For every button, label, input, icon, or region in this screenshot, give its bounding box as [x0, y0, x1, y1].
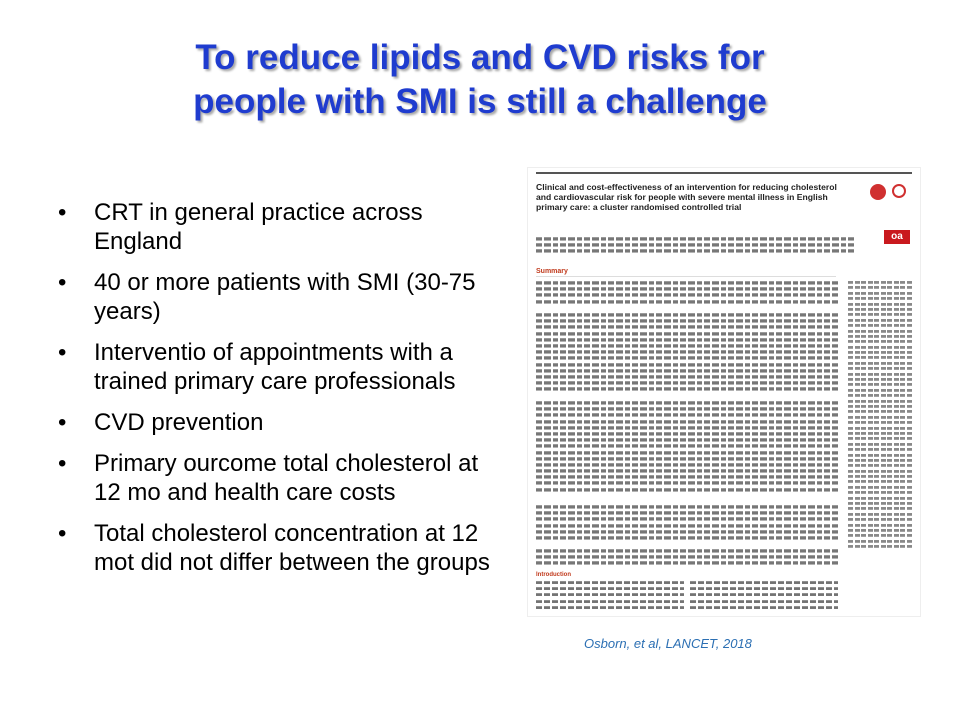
article-intro-heading: Introduction — [536, 572, 571, 578]
bullet-marker: • — [58, 450, 67, 477]
bullet-marker: • — [58, 269, 67, 296]
article-divider — [536, 276, 836, 277]
bullet-marker: • — [58, 520, 67, 547]
bullet-text: CRT in general practice across England — [94, 199, 423, 255]
article-interpretation-block — [536, 504, 838, 544]
article-findings-block — [536, 400, 838, 496]
slide-title-line-1: To reduce lipids and CVD risks for — [195, 38, 765, 77]
bullet-item — [58, 408, 508, 437]
bullet-text: Interventio of appointments with a trained primary care professionals — [94, 339, 456, 395]
slide-title — [40, 36, 920, 124]
bullet-text: 40 or more patients with SMI (30-75 years) — [94, 269, 476, 325]
bullet-item — [58, 338, 508, 396]
authors-lines — [536, 236, 854, 258]
bullet-text: Primary ourcome total cholesterol at 12 mo and health care costs — [94, 450, 479, 506]
article-summary-heading: Summary — [536, 268, 568, 275]
article-top-rule — [536, 172, 912, 174]
bullet-item — [58, 268, 508, 326]
article-methods-block — [536, 312, 838, 394]
bullet-item — [58, 198, 508, 256]
article-side-column — [848, 280, 912, 570]
article-background-block — [536, 280, 838, 306]
bullet-marker: • — [58, 409, 67, 436]
crossmark-icon — [892, 184, 906, 198]
bullet-text: CVD prevention — [94, 409, 264, 436]
article-thumbnail — [528, 168, 920, 616]
bullet-list — [58, 198, 508, 589]
article-intro-col-2 — [690, 580, 838, 610]
article-title: Clinical and cost-effectiveness of an intervention for reducing cholesterol and cardiovascular risk for people with severe mental illness in English primary care: a cluster randomised controlled trial — [536, 182, 837, 213]
bullet-text: Total cholesterol concentration at 12 mot did not differ between the groups — [94, 520, 490, 576]
bullet-marker: • — [58, 339, 67, 366]
bullet-item — [58, 519, 508, 577]
article-funding-block — [536, 548, 838, 568]
bullet-marker: • — [58, 199, 67, 226]
open-access-badge: oa — [884, 230, 910, 244]
journal-logo-icon — [870, 184, 886, 200]
article-intro-col-1 — [536, 580, 684, 610]
bullet-item — [58, 449, 508, 507]
citation-text: Osborn, et al, LANCET, 2018 — [584, 636, 752, 651]
slide-title-line-2: people with SMI is still a challenge — [193, 82, 767, 121]
